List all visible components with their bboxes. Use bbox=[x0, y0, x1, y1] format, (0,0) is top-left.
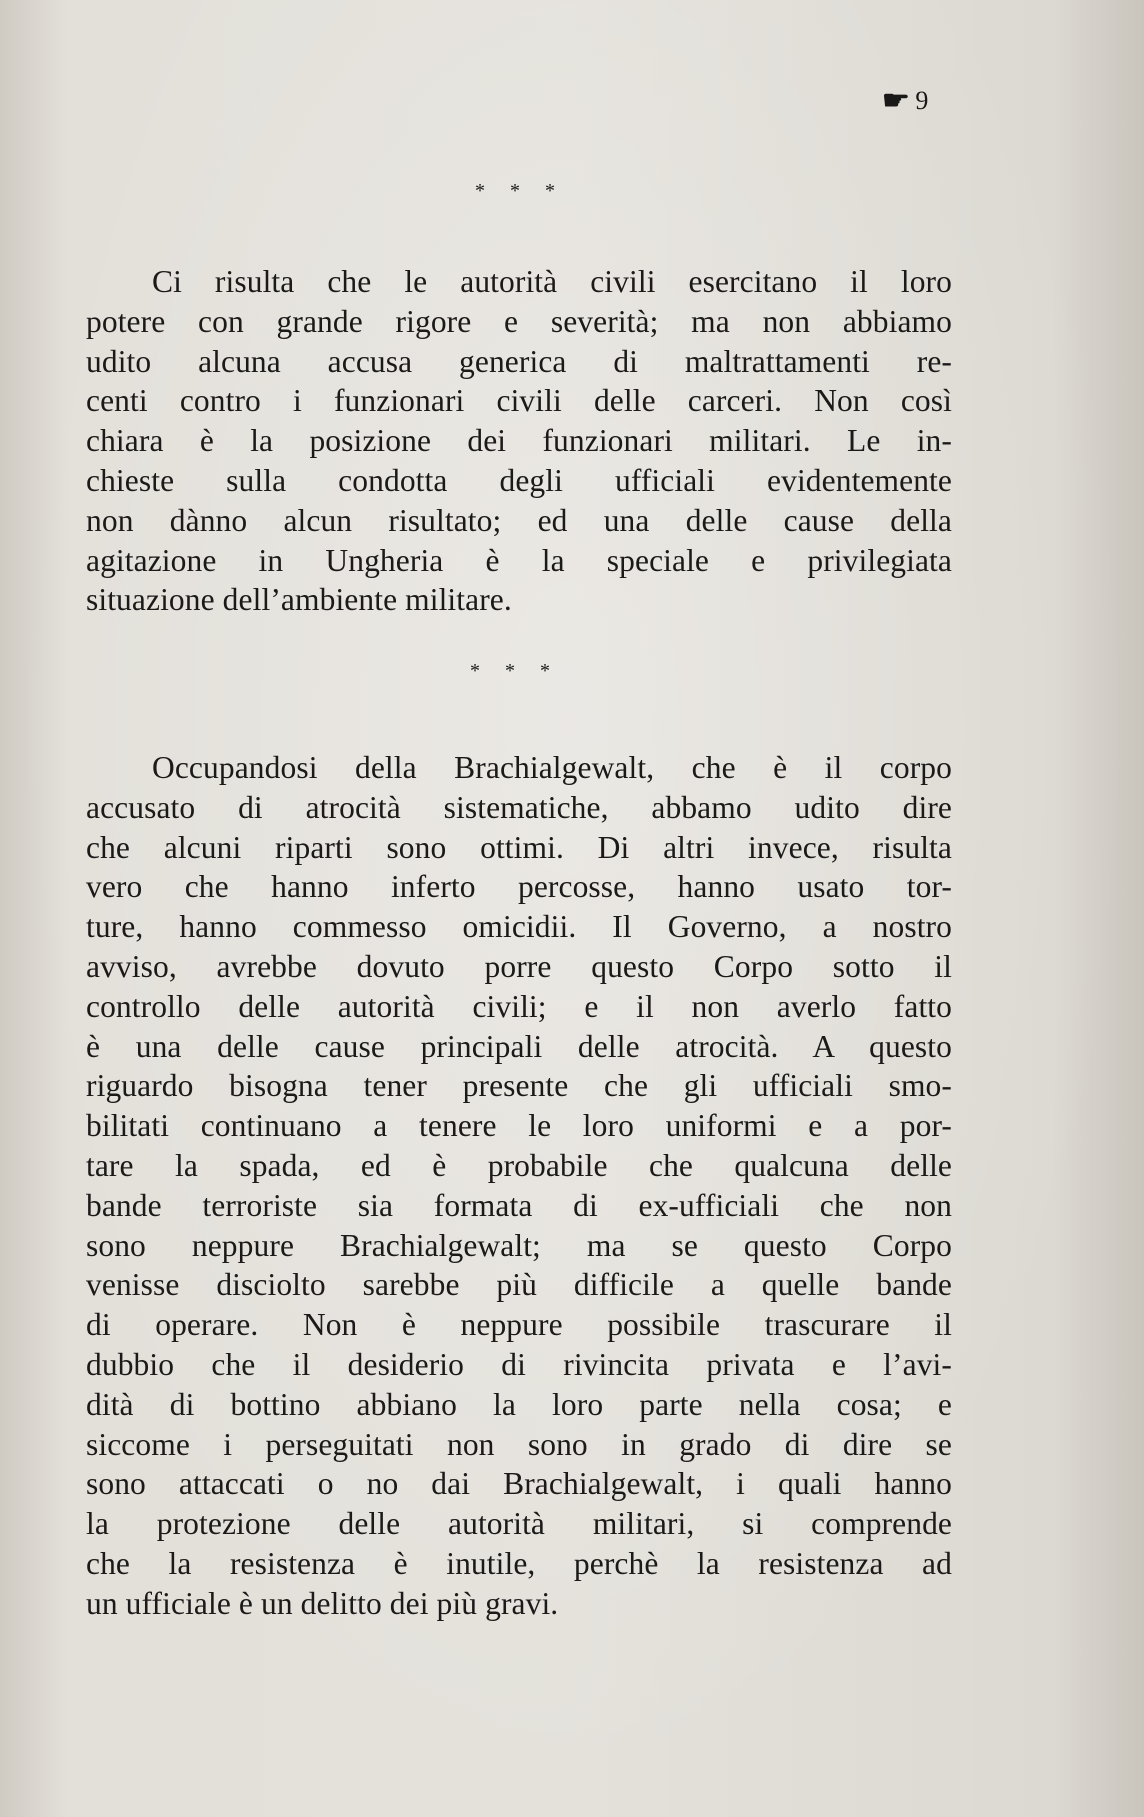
text-line: Ci risulta che le autorità civili esercitano il loro bbox=[152, 264, 952, 299]
section-separator: * * * bbox=[470, 660, 560, 682]
text-line: chieste sulla condotta degli ufficiali evidentemente bbox=[86, 462, 952, 498]
text-line: siccome i perseguitati non sono in grado di dire se bbox=[86, 1426, 952, 1462]
text-line: sono neppure Brachialgewalt; ma se questo Corpo bbox=[86, 1227, 952, 1263]
page-number: 9 bbox=[915, 86, 929, 115]
text-line: agitazione in Ungheria è la speciale e privilegiata bbox=[86, 542, 952, 578]
text-line: la protezione delle autorità militari, si comprende bbox=[86, 1506, 952, 1542]
text-line: ture, hanno commesso omicidii. Il Governo, a nostro bbox=[86, 909, 952, 945]
text-line: riguardo bisogna tener presente che gli ufficiali smo- bbox=[86, 1068, 952, 1104]
page-header bbox=[881, 86, 929, 116]
text-line: dubbio che il desiderio di rivincita privata e l’avi- bbox=[86, 1346, 952, 1382]
pointing-hand-icon: ☛ bbox=[881, 86, 908, 115]
text-line: che la resistenza è inutile, perchè la resistenza ad bbox=[86, 1545, 952, 1581]
text-line: venisse disciolto sarebbe più difficile a quelle bande bbox=[86, 1267, 952, 1303]
text-line: un ufficiale è un delitto dei più gravi. bbox=[86, 1585, 559, 1621]
text-line: Occupandosi della Brachialgewalt, che è il corpo bbox=[152, 750, 952, 785]
text-line: vero che hanno inferto percosse, hanno usato tor- bbox=[86, 869, 952, 905]
paragraph-1 bbox=[86, 262, 952, 620]
text-line: udito alcuna accusa generica di maltrattamenti re- bbox=[86, 343, 952, 379]
text-line: che alcuni riparti sono ottimi. Di altri invece, risulta bbox=[86, 829, 952, 865]
text-line: situazione dell’ambiente militare. bbox=[86, 582, 512, 618]
section-separator: * * * bbox=[475, 180, 565, 202]
text-line: non dànno alcun risultato; ed una delle cause della bbox=[86, 502, 952, 538]
text-line: centi contro i funzionari civili delle carceri. Non così bbox=[86, 383, 952, 419]
text-line: tare la spada, ed è probabile che qualcuna delle bbox=[86, 1147, 952, 1183]
text-line: chiara è la posizione dei funzionari militari. Le in- bbox=[86, 423, 952, 459]
text-line: controllo delle autorità civili; e il non averlo fatto bbox=[86, 988, 952, 1024]
text-line: potere con grande rigore e severità; ma non abbiamo bbox=[86, 303, 952, 339]
text-line: avviso, avrebbe dovuto porre questo Corpo sotto il bbox=[86, 948, 952, 984]
text-line: è una delle cause principali delle atrocità. A questo bbox=[86, 1028, 952, 1064]
text-line: accusato di atrocità sistematiche, abbamo udito dire bbox=[86, 789, 952, 825]
text-line: dità di bottino abbiano la loro parte nella cosa; e bbox=[86, 1386, 952, 1422]
paragraph-2 bbox=[86, 748, 952, 1624]
text-line: bande terroriste sia formata di ex-ufficiali che non bbox=[86, 1187, 952, 1223]
text-line: sono attaccati o no dai Brachialgewalt, i quali hanno bbox=[86, 1466, 952, 1502]
text-line: di operare. Non è neppure possibile trascurare il bbox=[86, 1307, 952, 1343]
text-line: bilitati continuano a tenere le loro uniformi e a por- bbox=[86, 1108, 952, 1144]
